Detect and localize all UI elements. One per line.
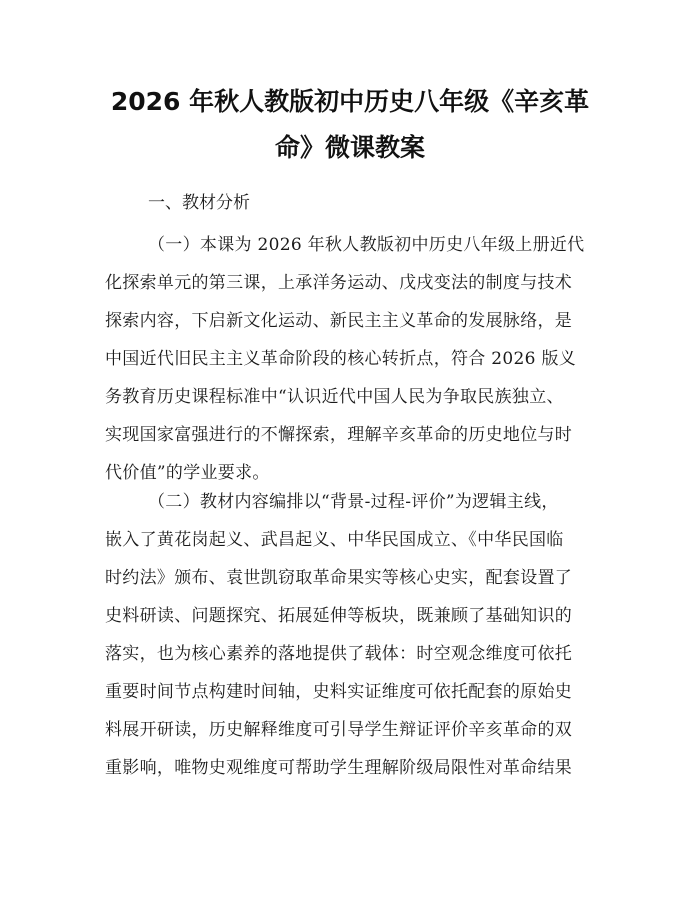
paragraph-1-line: 化探索单元的第三课，上承洋务运动、戊戌变法的制度与技术 xyxy=(105,273,573,293)
paragraph-2-line: （二）教材内容编排以“背景-过程-评价”为逻辑主线， xyxy=(148,492,559,512)
paragraph-1-line: 务教育历史课程标准中“认识近代中国人民为争取民族独立、 xyxy=(105,387,564,407)
paragraph-1-line: 探索内容，下启新文化运动、新民主主义革命的发展脉络，是 xyxy=(105,311,573,331)
paragraph-2-line: 史料研读、问题探究、拓展延伸等板块，既兼顾了基础知识的 xyxy=(105,606,573,626)
paragraph-2-line: 时约法》颁布、袁世凯窃取革命果实等核心史实，配套设置了 xyxy=(105,568,573,588)
paragraph-2-line: 落实，也为核心素养的落地提供了载体：时空观念维度可依托 xyxy=(105,644,573,664)
paragraph-1-line: （一）本课为 2026 年秋人教版初中历史八年级上册近代 xyxy=(148,235,585,255)
paragraph-2-line: 料展开研读，历史解释维度可引导学生辩证评价辛亥革命的双 xyxy=(105,720,573,740)
paragraph-2-line: 重要时间节点构建时间轴，史料实证维度可依托配套的原始史 xyxy=(105,682,573,702)
paragraph-1-line: 实现国家富强进行的不懈探索，理解辛亥革命的历史地位与时 xyxy=(105,425,573,445)
document-title-line-1: 2026 年秋人教版初中历史八年级《辛亥革 xyxy=(110,87,590,116)
document-title-line-2: 命》微课教案 xyxy=(274,133,425,162)
paragraph-2-line: 嵌入了黄花岗起义、武昌起义、中华民国成立、《中华民国临 xyxy=(105,530,564,550)
paragraph-1-line: 中国近代旧民主主义革命阶段的核心转折点，符合 2026 版义 xyxy=(105,349,577,369)
paragraph-1-line: 代价值”的学业要求。 xyxy=(105,463,270,483)
section-heading-textbook-analysis: 一、教材分析 xyxy=(148,193,250,213)
paragraph-2-line: 重影响，唯物史观维度可帮助学生理解阶级局限性对革命结果 xyxy=(105,758,573,778)
